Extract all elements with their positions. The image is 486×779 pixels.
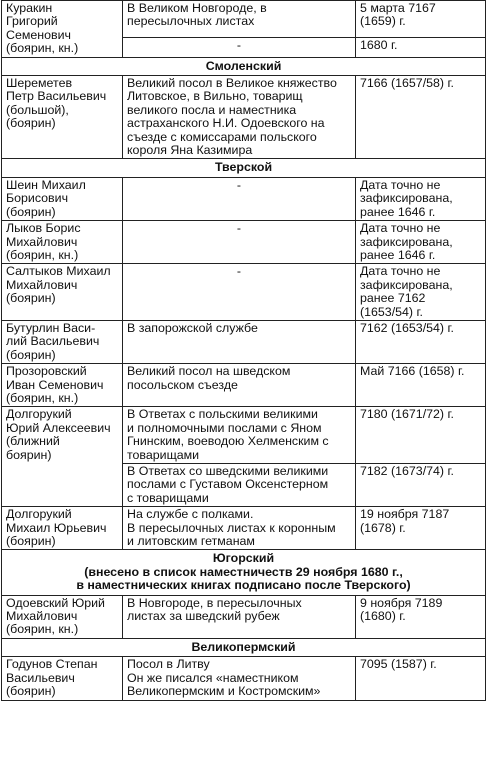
person-name-line: Михайлович (6, 609, 78, 624)
person-name-line: Иван Семенович (6, 377, 104, 392)
description-cell (123, 364, 356, 407)
date-cell (356, 364, 486, 407)
table-row (2, 364, 486, 407)
description-cell (123, 76, 356, 159)
description-line: листах за шведский рубеж (127, 609, 280, 624)
date-cell (356, 37, 486, 57)
description-cell (123, 595, 356, 638)
table-row (2, 1, 486, 38)
section-title-line: Смоленский (205, 58, 282, 73)
description-line: В запорожской службе (127, 320, 258, 335)
description-cell (123, 657, 356, 700)
description-line: съезде с комиссарами польского (127, 129, 317, 144)
table-row (2, 177, 486, 220)
person-name-cell (2, 507, 123, 550)
description-line: В Ответах со шведскими великими (127, 464, 329, 478)
section-note-line: в наместнических книгах подписано после Тверского) (76, 578, 411, 593)
description-line: - (236, 37, 242, 52)
description-line: - (236, 264, 242, 279)
section-title (2, 57, 486, 75)
person-name-cell (2, 221, 123, 264)
date-cell (356, 264, 486, 321)
governors-table (1, 0, 486, 701)
person-name-line: Одоевский Юрий (6, 595, 105, 610)
person-name-cell (2, 364, 123, 407)
person-name-line: (боярин) (6, 116, 56, 131)
person-name-line: (большой), (6, 102, 69, 117)
description-line: Великий посол в Великое княжество (127, 76, 337, 91)
table-row (2, 221, 486, 264)
date-line: Дата точно не (360, 264, 441, 279)
description-cell (123, 320, 356, 363)
description-line: Гнинским, воеводою Хелменским с (127, 434, 329, 449)
table-row (2, 407, 486, 464)
person-name-cell (2, 1, 123, 58)
person-name-line: (боярин, кн.) (6, 247, 79, 262)
date-line: 7095 (1587) г. (360, 657, 437, 672)
date-cell (356, 76, 486, 159)
date-line: 19 ноября 7187 (360, 507, 450, 522)
person-name-cell (2, 657, 123, 700)
table-row (2, 264, 486, 321)
description-line: - (236, 177, 242, 192)
date-cell (356, 1, 486, 38)
section-row (2, 638, 486, 656)
description-line: Литовское, в Вильно, товарищ (127, 89, 303, 104)
section-title-line: Тверской (214, 160, 273, 175)
date-line: 1680 г. (360, 37, 398, 52)
person-name-line: Михайлович (6, 234, 78, 249)
date-line: Май 7166 (1658) г. (360, 364, 465, 379)
section-title-line: Югорский (212, 551, 275, 566)
description-line: послами с Густавом Оксенстерном (127, 477, 329, 492)
person-name-line: Васильевич (6, 670, 75, 685)
description-line: - (236, 221, 242, 236)
person-name-cell (2, 76, 123, 159)
description-cell (123, 177, 356, 220)
person-name-cell (2, 595, 123, 638)
date-line: 7166 (1657/58) г. (360, 76, 454, 91)
date-cell (356, 221, 486, 264)
description-line: В Новгороде, в пересылочных (127, 595, 302, 610)
section-title (2, 638, 486, 656)
description-line: В пересылочных листах к коронным (127, 520, 336, 535)
person-name-line: Борисович (6, 191, 69, 206)
person-name-line: Годунов Степан (6, 657, 98, 672)
description-line: На службе с полками. (127, 507, 254, 522)
date-line: зафиксирована, (360, 191, 453, 206)
person-name-line: Лыков Борис (6, 221, 81, 236)
person-name-cell (2, 320, 123, 363)
date-line: (1680) г. (360, 609, 406, 624)
person-name-line: (боярин) (6, 291, 56, 306)
date-line: зафиксирована, (360, 277, 453, 292)
description-line: Он же писался «наместником (127, 670, 299, 685)
date-line: 7162 (1653/54) г. (360, 320, 454, 335)
section-row (2, 57, 486, 75)
section-row (2, 159, 486, 177)
person-name-line: (боярин, кн.) (6, 390, 79, 405)
date-cell (356, 657, 486, 700)
description-line: пересылочных листах (127, 14, 255, 29)
date-line: ранее 1646 г. (360, 247, 436, 262)
section-title (2, 159, 486, 177)
date-line: Дата точно не (360, 177, 441, 192)
description-cell (123, 221, 356, 264)
description-cell (123, 464, 356, 507)
description-line: короля Яна Казимира (127, 143, 253, 158)
person-name-line: Семенович (6, 27, 71, 42)
date-cell (356, 177, 486, 220)
date-line: ранее 7162 (360, 291, 426, 306)
date-line: (1653/54) г. (360, 304, 423, 319)
description-line: Великий посол на шведском (127, 364, 291, 379)
section-title (2, 550, 486, 595)
person-name-cell (2, 264, 123, 321)
description-cell (123, 1, 356, 38)
description-line: В Ответах с польскими великими (127, 407, 318, 422)
person-name-line: Шеин Михаил (6, 177, 86, 192)
description-line: и литовским гетманам (127, 534, 255, 549)
person-name-line: Салтыков Михаил (6, 264, 111, 279)
description-line: В Великом Новгороде, в (127, 1, 267, 15)
date-cell (356, 507, 486, 550)
person-name-line: Долгорукий (6, 507, 72, 522)
person-name-line: (ближний (6, 434, 60, 449)
person-name-line: Куракин (6, 1, 53, 15)
person-name-line: (боярин) (6, 204, 56, 219)
person-name-line: (боярин) (6, 684, 56, 699)
description-cell (123, 264, 356, 321)
person-name-line: Прозоровский (6, 364, 87, 379)
section-row (2, 550, 486, 595)
person-name-line: (боярин, кн.) (6, 622, 79, 637)
date-line: 7182 (1673/74) г. (360, 464, 454, 478)
description-line: посольском съезде (127, 377, 238, 392)
date-line: 7180 (1671/72) г. (360, 407, 454, 422)
description-cell (123, 507, 356, 550)
person-name-line: Шереметев (6, 76, 73, 91)
section-title-line: Великопермский (191, 639, 296, 654)
description-line: и полномочными послами с Яном (127, 420, 322, 435)
date-line: Дата точно не (360, 221, 441, 236)
date-cell (356, 407, 486, 464)
date-line: 9 ноября 7189 (360, 595, 443, 610)
table-row (2, 595, 486, 638)
person-name-line: Бутурлин Васи- (6, 320, 96, 335)
table-row (2, 657, 486, 700)
description-cell (123, 37, 356, 57)
person-name-line: Долгорукий (6, 407, 72, 422)
person-name-line: Михаил Юрьевич (6, 520, 107, 535)
description-cell (123, 407, 356, 464)
date-cell (356, 464, 486, 507)
date-line: (1678) г. (360, 520, 406, 535)
table-row (2, 507, 486, 550)
date-cell (356, 595, 486, 638)
date-line: ранее 1646 г. (360, 204, 436, 219)
table-row (2, 320, 486, 363)
section-note-line: (внесено в список наместничеств 29 ноября 1680 г., (84, 564, 403, 579)
person-name-line: Григорий (6, 14, 58, 29)
date-cell (356, 320, 486, 363)
description-line: Великопермским и Костромским» (127, 684, 321, 699)
description-line: великого посла и наместника (127, 102, 297, 117)
person-name-line: (боярин, кн.) (6, 41, 79, 56)
description-line: астраханского Н.И. Одоевского на (127, 116, 325, 131)
description-line: с товарищами (127, 490, 209, 505)
date-line: зафиксирована, (360, 234, 453, 249)
table-row (2, 76, 486, 159)
person-name-cell (2, 407, 123, 507)
person-name-line: Петр Васильевич (6, 89, 107, 104)
person-name-line: боярин) (6, 447, 52, 462)
person-name-line: лий Васильевич (6, 334, 100, 349)
person-name-cell (2, 177, 123, 220)
date-line: 5 марта 7167 (360, 1, 436, 15)
description-line: Посол в Литву (127, 657, 210, 672)
person-name-line: Юрий Алексеевич (6, 420, 111, 435)
description-line: товарищами (127, 447, 200, 462)
person-name-line: (боярин) (6, 347, 56, 362)
date-line: (1659) г. (360, 14, 406, 29)
person-name-line: (боярин) (6, 534, 56, 549)
person-name-line: Михайлович (6, 277, 78, 292)
